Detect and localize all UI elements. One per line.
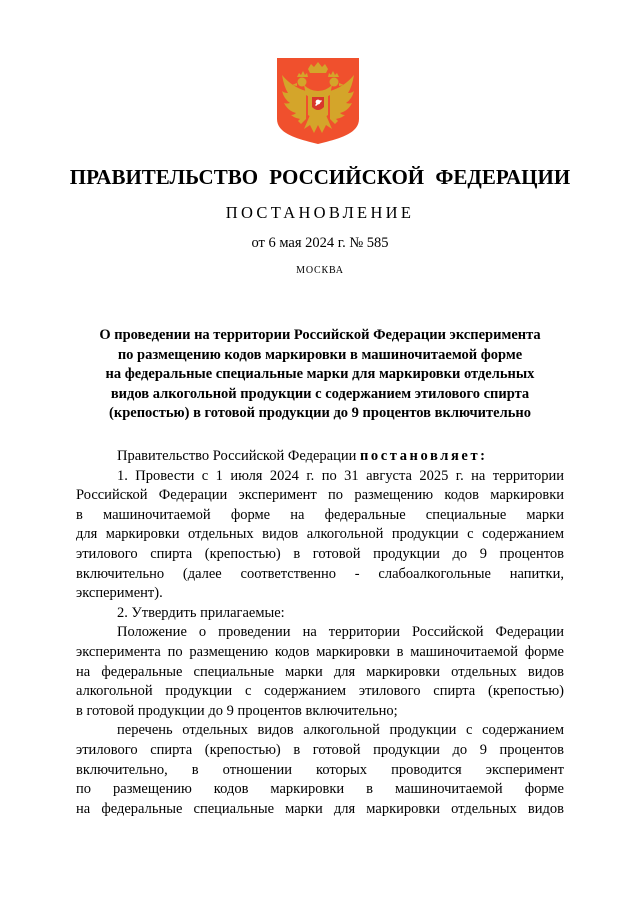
body-line: включительно, в отношении которых проводится эксперимент (76, 761, 564, 778)
body-line: перечень отдельных видов алкогольной продукции с содержанием (117, 722, 564, 739)
preamble-decree-word: постановляет: (359, 448, 488, 464)
body-line: Положение о проведении на территории Российской Федерации (117, 624, 564, 641)
coat-of-arms-emblem (276, 57, 360, 145)
body-line: Российской Федерации эксперимент по размещению кодов маркировки (76, 487, 564, 504)
body-line: включительно (далее соответственно - слабоалкогольные напитки, (76, 565, 564, 582)
government-title: ПРАВИТЕЛЬСТВО РОССИЙСКОЙ ФЕДЕРАЦИИ (69, 165, 571, 189)
body-line: 2. Утвердить прилагаемые: (117, 604, 285, 621)
body-line: алкогольной продукции с содержанием этилового спирта (крепостью) (76, 683, 564, 700)
heading-line: (крепостью) в готовой продукции до 9 процентов включительно (109, 405, 531, 421)
heading-line: видов алкогольной продукции с содержанием этилового спирта (110, 385, 530, 402)
document-type: ПОСТАНОВЛЕНИЕ (225, 203, 415, 222)
document-city: МОСКВА (296, 265, 344, 276)
document-body (76, 447, 564, 819)
body-line: в готовой продукции до 9 процентов включительно; (76, 702, 398, 719)
body-line: эксперимент). (76, 585, 163, 602)
body-line: этилового спирта (крепостью) в готовой продукции до 9 процентов (76, 545, 564, 562)
coat-of-arms-icon (276, 57, 360, 145)
body-line: в машиночитаемой форме на федеральные специальные марки (76, 506, 564, 523)
preamble-line (76, 447, 564, 467)
heading-line: О проведении на территории Российской Федерации эксперимента (99, 327, 541, 343)
body-line: эксперимента по размещению кодов маркировки в машиночитаемой форме (76, 643, 564, 660)
body-line: на федеральные специальные марки для маркировки отдельных видов (76, 800, 564, 817)
body-line: 1. Провести с 1 июля 2024 г. по 31 августа 2025 г. на территории (117, 467, 564, 484)
body-line: по размещению кодов маркировки в машиночитаемой форме (76, 781, 564, 798)
document-heading (70, 326, 570, 424)
body-line: на федеральные специальные марки для маркировки отдельных видов (76, 663, 564, 680)
body-line: этилового спирта (крепостью) в готовой продукции до 9 процентов (76, 741, 564, 758)
body-line: для маркировки отдельных видов алкогольной продукции с содержанием (76, 526, 564, 543)
heading-line: по размещению кодов маркировки в машиночитаемой форме (117, 346, 523, 363)
document-date-number: от 6 мая 2024 г. № 585 (251, 235, 389, 251)
heading-line: на федеральные специальные марки для маркировки отдельных (105, 366, 535, 382)
preamble-prefix: Правительство Российской Федерации (117, 448, 360, 464)
